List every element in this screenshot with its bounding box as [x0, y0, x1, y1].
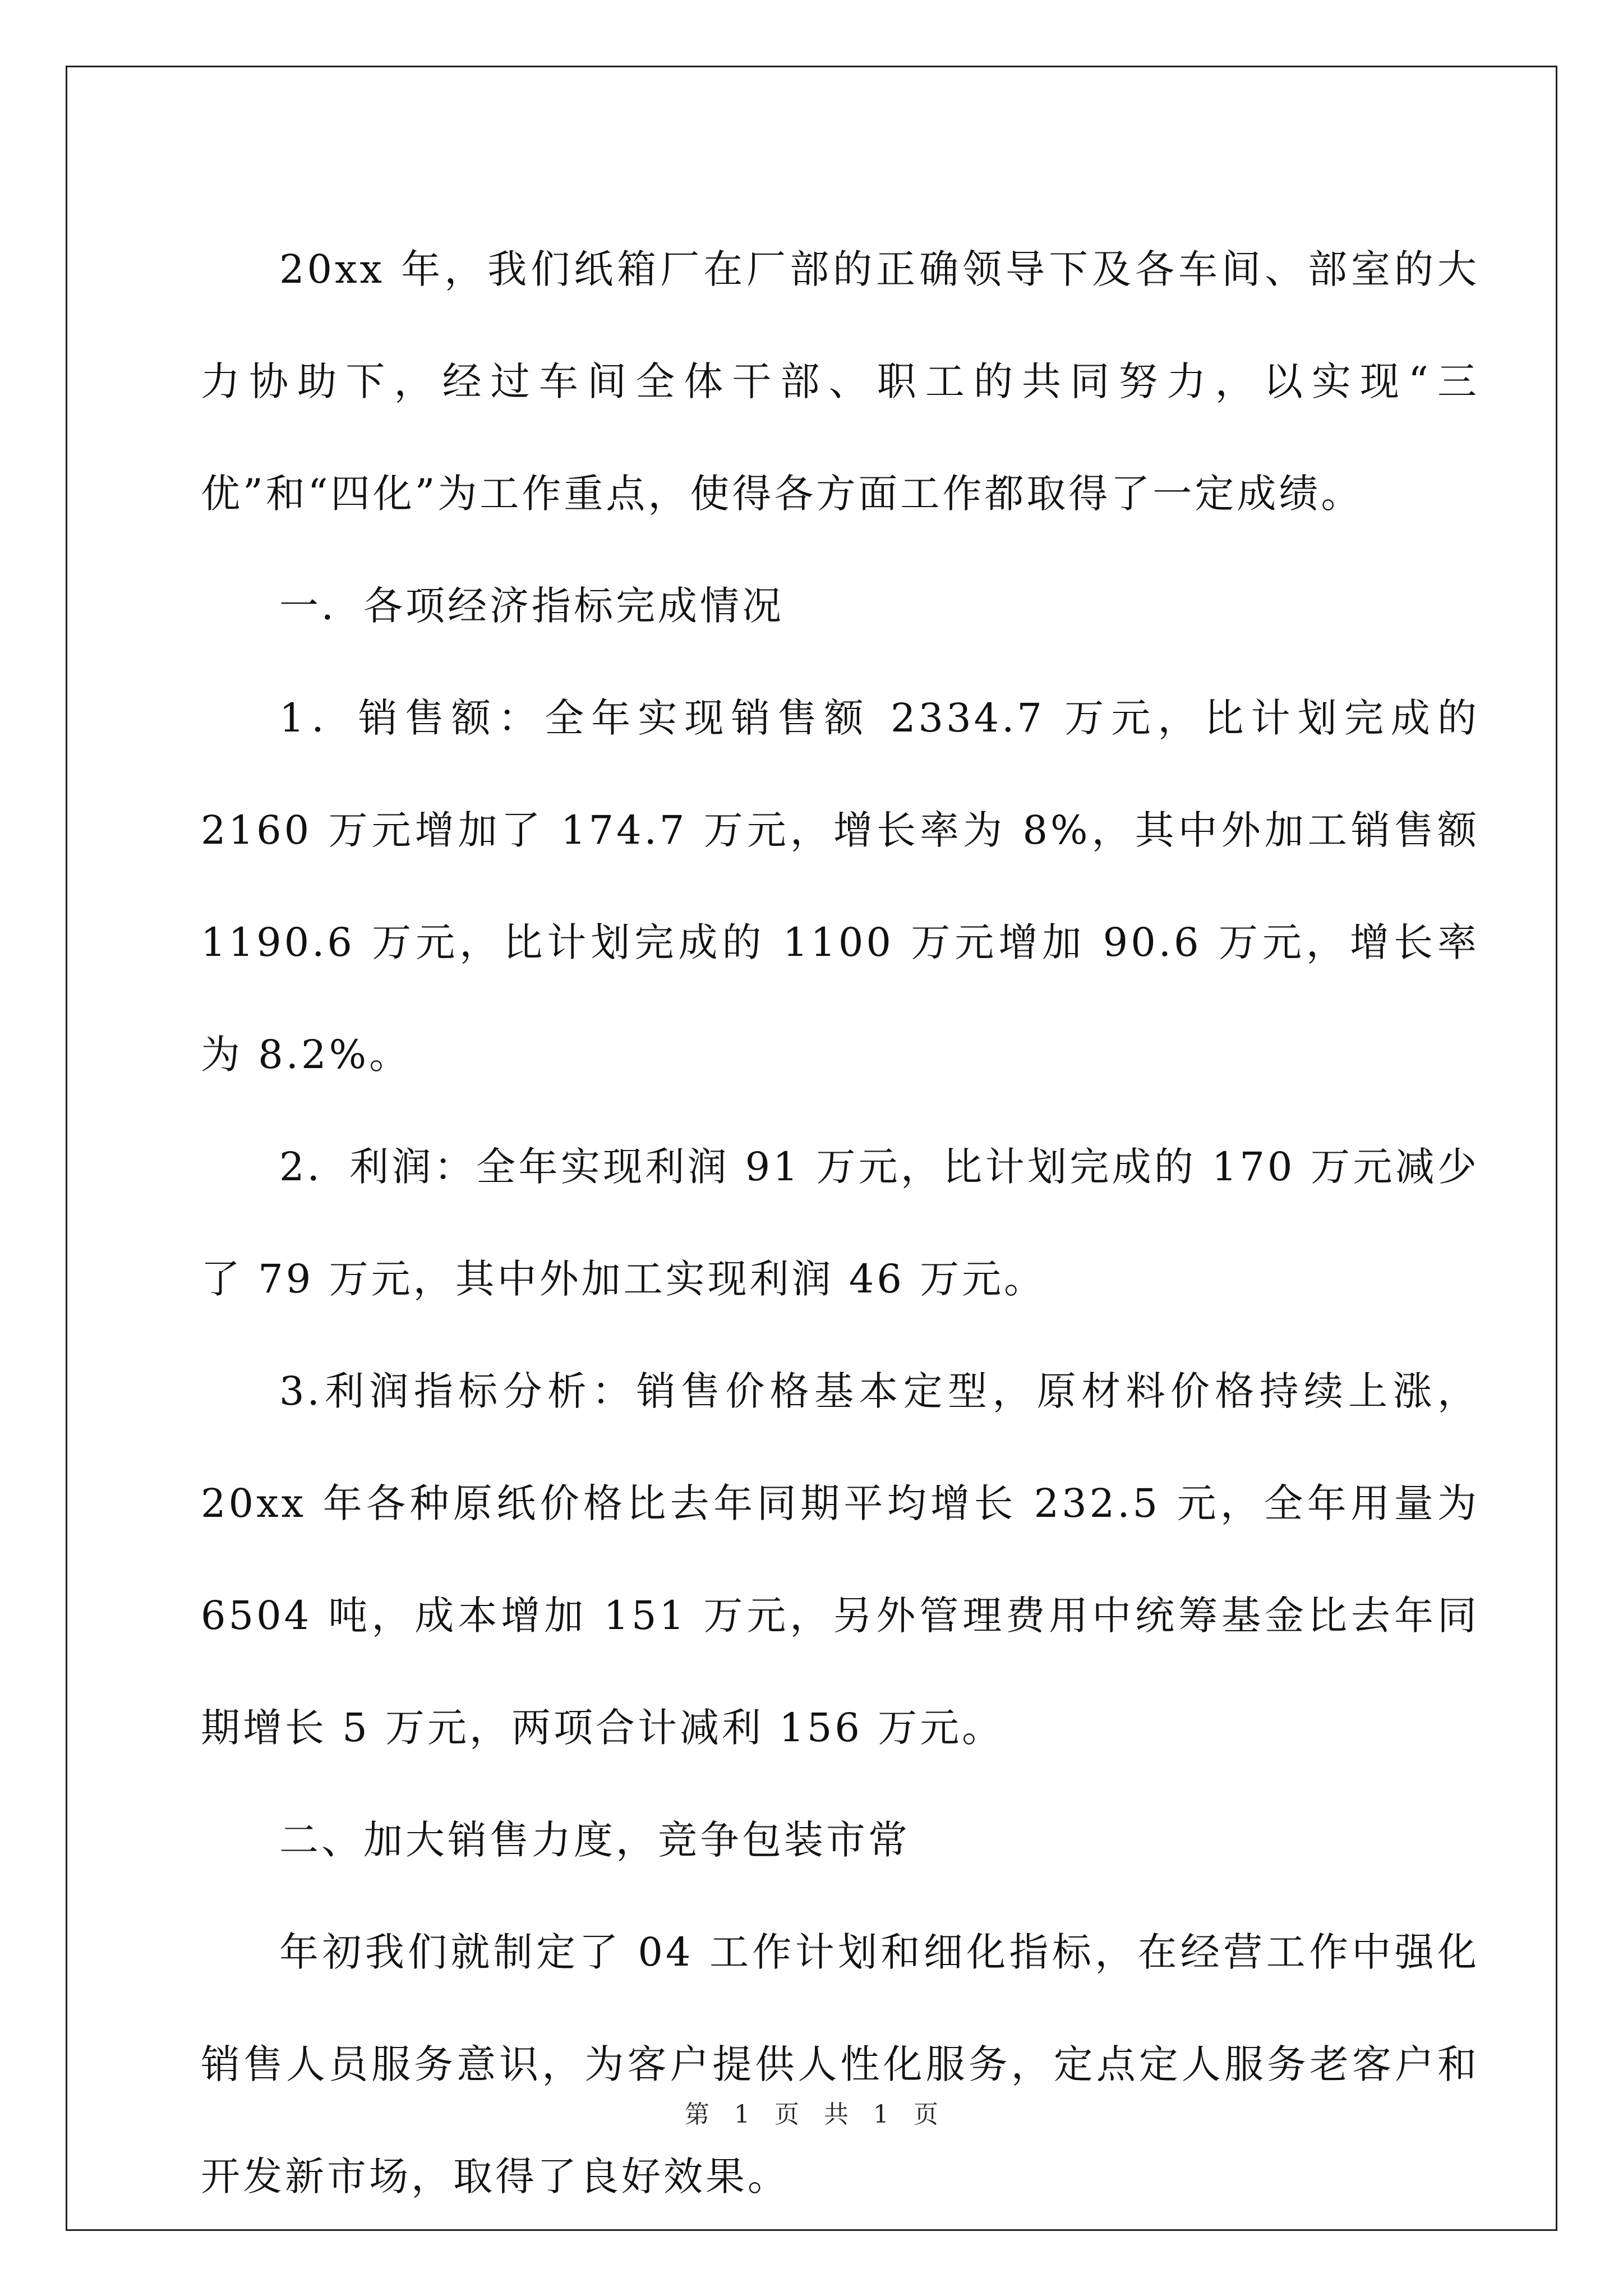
- paragraph-intro: 20xx 年，我们纸箱厂在厂部的正确领导下及各车间、部室的大力协助下，经过车间全体干部、职工的共同努力，以实现“三优”和“四化”为工作重点，使得各方面工作都取得了一定成绩。: [201, 246, 1479, 517]
- paragraph-profit: 2．利润：全年实现利润 91 万元，比计划完成的 170 万元减少了 79 万元，其中外加工实现利润 46 万元。: [201, 1144, 1479, 1302]
- paragraph-sales: 1．销售额：全年实现销售额 2334.7 万元，比计划完成的 2160 万元增加了 174.7 万元，增长率为 8%，其中外加工销售额 1190.6 万元，比计划完成的 1100 万元增加 90.6 万元，增长率为 8.2%。: [201, 695, 1479, 1078]
- heading-economic-indicators: 一．各项经济指标完成情况: [279, 583, 784, 629]
- heading-sales-effort: 二、加大销售力度，竞争包装市常: [279, 1817, 910, 1863]
- paragraph-profit-analysis: 3.利润指标分析：销售价格基本定型，原材料价格持续上涨，20xx 年各种原纸价格比去年同期平均增长 232.5 元，全年用量为 6504 吨，成本增加 151 万元，另外管理费用中统筹基金比去年同期增长 5 万元，两项合计减利 156 万元。: [201, 1368, 1479, 1751]
- document-body: [201, 213, 1479, 2233]
- paragraph-sales-plan: 年初我们就制定了 04 工作计划和细化指标，在经营工作中强化销售人员服务意识，为客户提供人性化服务，定点定人服务老客户和开发新市场，取得了良好效果。: [201, 1929, 1479, 2200]
- page-footer: 第 1 页 共 1 页: [685, 2100, 938, 2129]
